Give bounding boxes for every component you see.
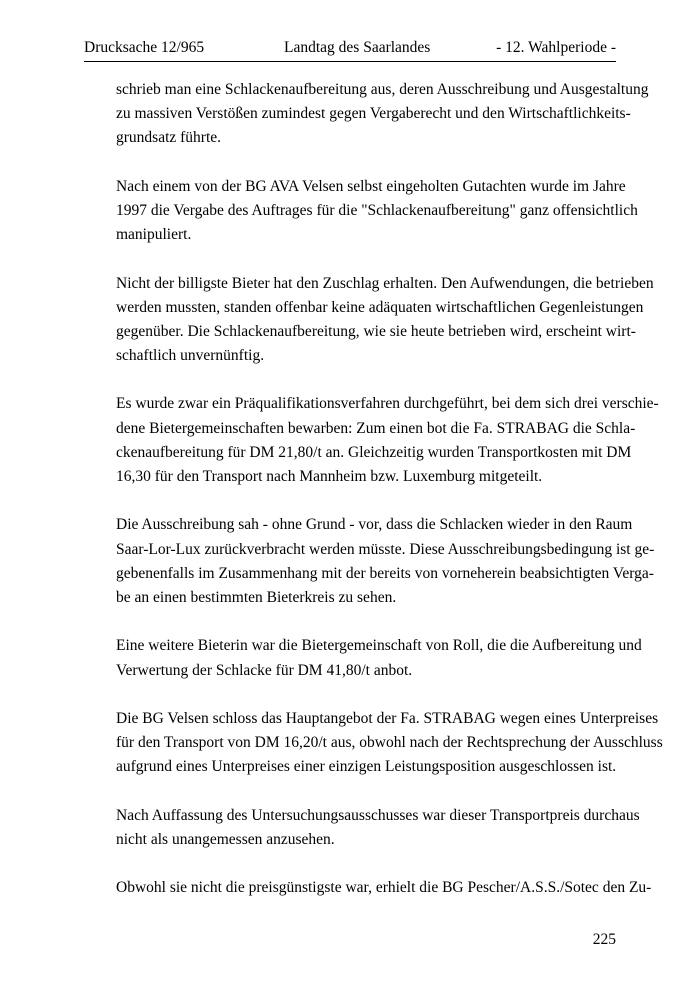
header-institution: Landtag des Saarlandes — [284, 39, 431, 56]
text-line: werden mussten, standen offenbar keine adäquaten wirtschaftlichen Gegenleistungen — [116, 298, 644, 316]
paragraph-gap — [116, 779, 608, 803]
paragraph — [116, 272, 654, 369]
text-line: schrieb man eine Schlackenaufbereitung aus, deren Ausschreibung und Ausgestaltung — [116, 81, 649, 98]
header-legislative-period: - 12. Wahlperiode - — [496, 39, 616, 56]
text-line: 16,30 für den Transport nach Mannheim bzw. Luxemburg mitgeteilt. — [116, 468, 543, 485]
text-line: für den Transport von DM 16,20/t aus, obwohl nach der Rechtsprechung der Ausschluss — [116, 734, 663, 752]
text-line: Verwertung der Schlacke für DM 41,80/t anbot. — [116, 661, 413, 679]
paragraph-gap — [116, 151, 608, 175]
text-line: Die BG Velsen schloss das Hauptangebot der Fa. STRABAG wegen eines Unterpreises — [116, 709, 659, 727]
text-line: gebenenfalls im Zusammenhang mit der bereits von vorneherein beabsichtigten Verga- — [116, 564, 654, 582]
text-line: Nicht der billigste Bieter hat den Zuschlag erhalten. Den Aufwendungen, die betrieben — [116, 274, 654, 292]
paragraph — [116, 175, 638, 248]
paragraph-gap — [116, 368, 608, 392]
paragraph — [116, 392, 659, 489]
text-line: ckenaufbereitung für DM 21,80/t an. Gleichzeitig wurden Transportkosten mit DM — [116, 443, 632, 461]
paragraph — [116, 804, 640, 852]
paragraph — [116, 513, 655, 610]
paragraph — [116, 707, 663, 780]
text-line: grundsatz führte. — [116, 129, 222, 147]
text-line: gegenüber. Die Schlackenaufbereitung, wie sie heute betrieben wird, erscheint wirt- — [116, 322, 636, 340]
paragraph — [116, 78, 649, 151]
text-line: schaftlich unvernünftig. — [116, 347, 265, 365]
text-line: nicht als unangemessen anzusehen. — [116, 830, 335, 848]
document-body — [116, 78, 663, 900]
text-line: zu massiven Verstößen zumindest gegen Vergaberecht und den Wirtschaftlichkeits- — [116, 105, 631, 123]
text-line: be an einen bestimmten Bieterkreis zu sehen. — [116, 588, 397, 606]
text-line: dene Bietergemeinschaften bewarben: Zum einen bot die Fa. STRABAG die Schla- — [116, 419, 636, 437]
paragraph — [116, 634, 642, 682]
header-document-number: Drucksache 12/965 — [84, 39, 205, 56]
text-line: Saar-Lor-Lux zurückverbracht werden müsste. Diese Ausschreibungsbedingung ist ge- — [116, 540, 655, 558]
page-number: 225 — [592, 931, 616, 948]
paragraph-gap — [116, 683, 608, 707]
paragraph — [116, 876, 652, 900]
text-line: Es wurde zwar ein Präqualifikationsverfahren durchgeführt, bei dem sich drei verschie- — [116, 395, 659, 413]
text-line: Nach einem von der BG AVA Velsen selbst eingeholten Gutachten wurde im Jahre — [116, 177, 626, 195]
paragraph-gap — [116, 247, 608, 271]
text-line: Eine weitere Bieterin war die Bietergemeinschaft von Roll, die die Aufbereitung und — [116, 637, 642, 655]
text-line: Nach Auffassung des Untersuchungsausschusses war dieser Transportpreis durchaus — [116, 806, 640, 824]
paragraph-gap — [116, 489, 608, 513]
paragraph-gap — [116, 852, 608, 876]
text-line: Obwohl sie nicht die preisgünstigste war, erhielt die BG Pescher/A.S.S./Sotec den Zu- — [116, 879, 652, 897]
text-line: Die Ausschreibung sah - ohne Grund - vor, dass die Schlacken wieder in den Raum — [116, 516, 633, 534]
page-header — [84, 39, 616, 62]
text-line: manipuliert. — [116, 226, 192, 244]
text-line: 1997 die Vergabe des Auftrages für die "Schlackenaufbereitung" ganz offensichtlich — [116, 201, 638, 219]
paragraph-gap — [116, 610, 608, 634]
text-line: aufgrund eines Unterpreises einer einzigen Leistungsposition ausgeschlossen ist. — [116, 758, 617, 776]
